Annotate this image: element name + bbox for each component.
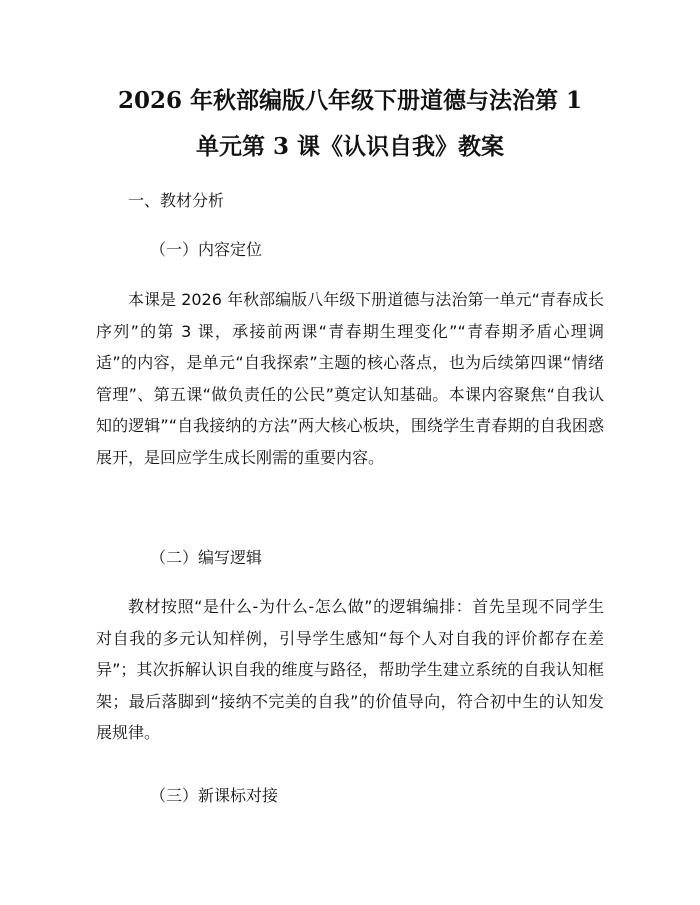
document-title-line-2: 单元第 3 课《认识自我》教案	[195, 133, 505, 160]
paragraph-content-positioning: 本课是 2026 年秋部编版八年级下册道德与法治第一单元“青春成长序列”的第 3 课，承接前两课“青春期生理变化”“青春期矛盾心理调适”的内容，是单元“自我探索”主题的核心落点，也为后续第四课“情绪管理”、第五课“做负责任的公民”奠定认知基础。本课内容聚焦“自我认知的逻辑”“自我接纳的方法”两大核心板块，围绕学生青春期的自我困惑展开，是回应学生成长刚需的重要内容。	[96, 290, 604, 467]
subheading-content-positioning: （一）内容定位	[150, 240, 263, 259]
subheading-writing-logic: （二）编写逻辑	[150, 548, 263, 567]
subheading-new-curriculum-alignment: （三）新课标对接	[150, 786, 279, 805]
document-title-line-1: 2026 年秋部编版八年级下册道德与法治第 1	[117, 87, 583, 114]
section-heading-textbook-analysis: 一、教材分析	[128, 191, 225, 210]
paragraph-writing-logic: 教材按照“是什么-为什么-怎么做”的逻辑编排：首先呈现不同学生对自我的多元认知样例，引导学生感知“每个人对自我的评价都存在差异”；其次拆解认识自我的维度与路径，帮助学生建立系统的自我认知框架；最后落脚到“接纳不完美的自我”的价值导向，符合初中生的认知发展规律。	[96, 597, 604, 743]
